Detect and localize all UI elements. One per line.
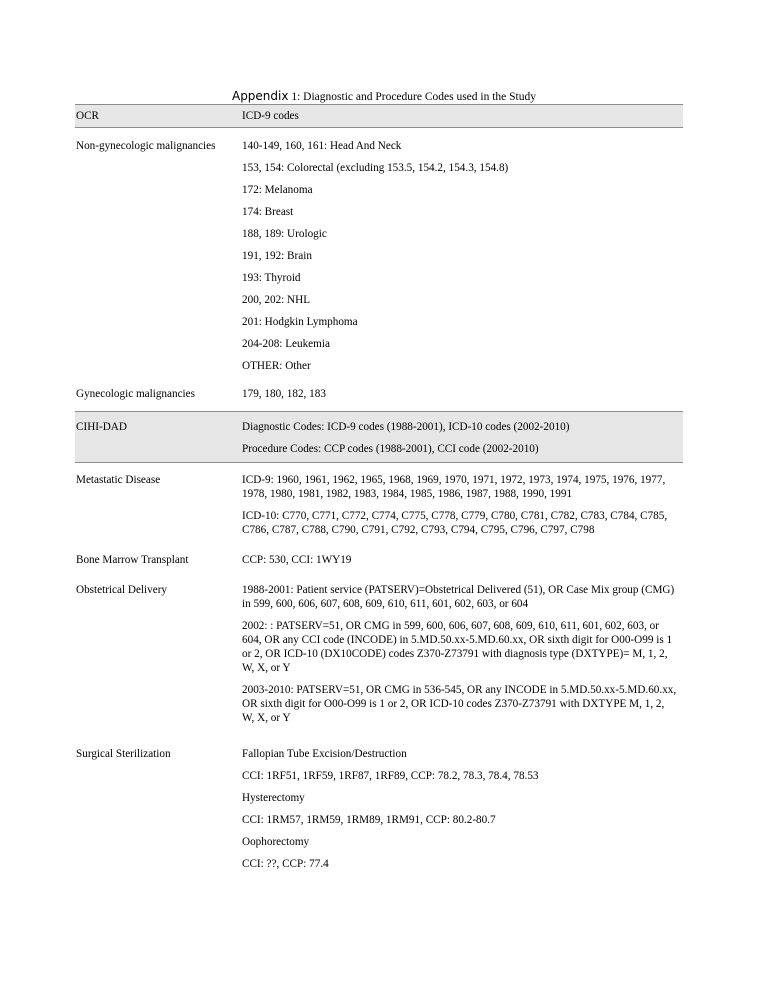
- non-gyn-item: 188, 189: Urologic: [242, 228, 327, 240]
- ocr-header-label: OCR: [76, 110, 100, 122]
- sterilization-label: Surgical Sterilization: [76, 748, 171, 760]
- non-gyn-item: 172: Melanoma: [242, 184, 313, 196]
- cihi-header-label: CIHI-DAD: [76, 421, 127, 433]
- non-gyn-item: 193: Thyroid: [242, 272, 301, 284]
- bmt-label: Bone Marrow Transplant: [76, 554, 189, 566]
- sterilization-item: Fallopian Tube Excision/Destruction: [242, 748, 407, 760]
- non-gyn-label: Non-gynecologic malignancies: [76, 140, 216, 152]
- non-gyn-item: 153, 154: Colorectal (excluding 153.5, 154.2, 154.3, 154.8): [242, 162, 509, 174]
- caption-rest: 1: Diagnostic and Procedure Codes used in the Study: [288, 91, 536, 103]
- metastatic-label: Metastatic Disease: [76, 474, 161, 486]
- gyn-row: [75, 377, 683, 412]
- caption-lead: Appendix: [231, 89, 289, 103]
- gyn-label: Gynecologic malignancies: [76, 388, 195, 400]
- obstetrical-2002: 2002: : PATSERV=51, OR CMG in 599, 600, 606, 607, 608, 609, 610, 611, 601, 602, 603, or 604, OR any CCI code (INCODE) in 5.MD.50.xx-5.MD.60.xx, OR sixth digit for O00-O99 is 1 or 2, OR ICD-10 (DX10CODE) codes Z370-Z73791 with diagnosis type (DXTYPE)= M, 1, 2, W, X, or Y: [242, 620, 673, 674]
- cihi-procedure-codes: Procedure Codes: CCP codes (1988-2001), CCI code (2002-2010): [242, 443, 539, 455]
- sterilization-item: CCI: 1RF51, 1RF59, 1RF87, 1RF89, CCP: 78.2, 78.3, 78.4, 78.53: [242, 770, 539, 782]
- metastatic-row: [75, 463, 683, 546]
- obstetrical-1988-2001: 1988-2001: Patient service (PATSERV)=Obstetrical Delivered (51), OR Case Mix group (CMG) in 599, 600, 606, 607, 608, 609, 610, 611, 601, 602, 603, or 604: [242, 584, 675, 610]
- cihi-header-row: [75, 412, 683, 463]
- obstetrical-row: [75, 577, 683, 737]
- non-gyn-item: OTHER: Other: [242, 360, 311, 372]
- metastatic-icd10: ICD-10: C770, C771, C772, C774, C775, C778, C779, C780, C781, C782, C783, C784, C785, C786, C787, C788, C790, C791, C792, C793, C794, C795, C796, C797, C798: [242, 510, 668, 536]
- non-gyn-item: 201: Hodgkin Lymphoma: [242, 316, 358, 328]
- sterilization-item: Oophorectomy: [242, 836, 310, 848]
- cihi-diagnostic-codes: Diagnostic Codes: ICD-9 codes (1988-2001), ICD-10 codes (2002-2010): [242, 421, 570, 433]
- non-gyn-item: 204-208: Leukemia: [242, 338, 330, 350]
- obstetrical-label: Obstetrical Delivery: [76, 584, 168, 596]
- ocr-header-row: [75, 105, 683, 128]
- codes-table: [75, 104, 683, 875]
- non-gyn-row: [75, 128, 683, 378]
- bmt-row: [75, 545, 683, 577]
- non-gyn-item: 200, 202: NHL: [242, 294, 311, 306]
- non-gyn-item: 191, 192: Brain: [242, 250, 312, 262]
- sterilization-item: CCI: ??, CCP: 77.4: [242, 858, 329, 870]
- sterilization-row: [75, 737, 683, 875]
- gyn-value: 179, 180, 182, 183: [242, 388, 326, 400]
- bmt-value: CCP: 530, CCI: 1WY19: [242, 554, 352, 566]
- obstetrical-2003-2010: 2003-2010: PATSERV=51, OR CMG in 536-545, OR any INCODE in 5.MD.50.xx-5.MD.60.xx, OR sixth digit for O00-O99 is 1 or 2, OR ICD-10 codes Z370-Z73791 with DXTYPE M, 1, 2, W, X, or Y: [242, 684, 677, 724]
- table-caption: [0, 89, 768, 103]
- sterilization-item: CCI: 1RM57, 1RM59, 1RM89, 1RM91, CCP: 80.2-80.7: [242, 814, 496, 826]
- metastatic-icd9: ICD-9: 1960, 1961, 1962, 1965, 1968, 1969, 1970, 1971, 1972, 1973, 1974, 1975, 1976, 1977, 1978, 1980, 1981, 1982, 1983, 1984, 1985, 1986, 1987, 1988, 1990, 1991: [242, 474, 666, 500]
- non-gyn-item: 140-149, 160, 161: Head And Neck: [242, 140, 402, 152]
- icd9-header-label: ICD-9 codes: [242, 110, 299, 122]
- non-gyn-item: 174: Breast: [242, 206, 294, 218]
- sterilization-item: Hysterectomy: [242, 792, 305, 804]
